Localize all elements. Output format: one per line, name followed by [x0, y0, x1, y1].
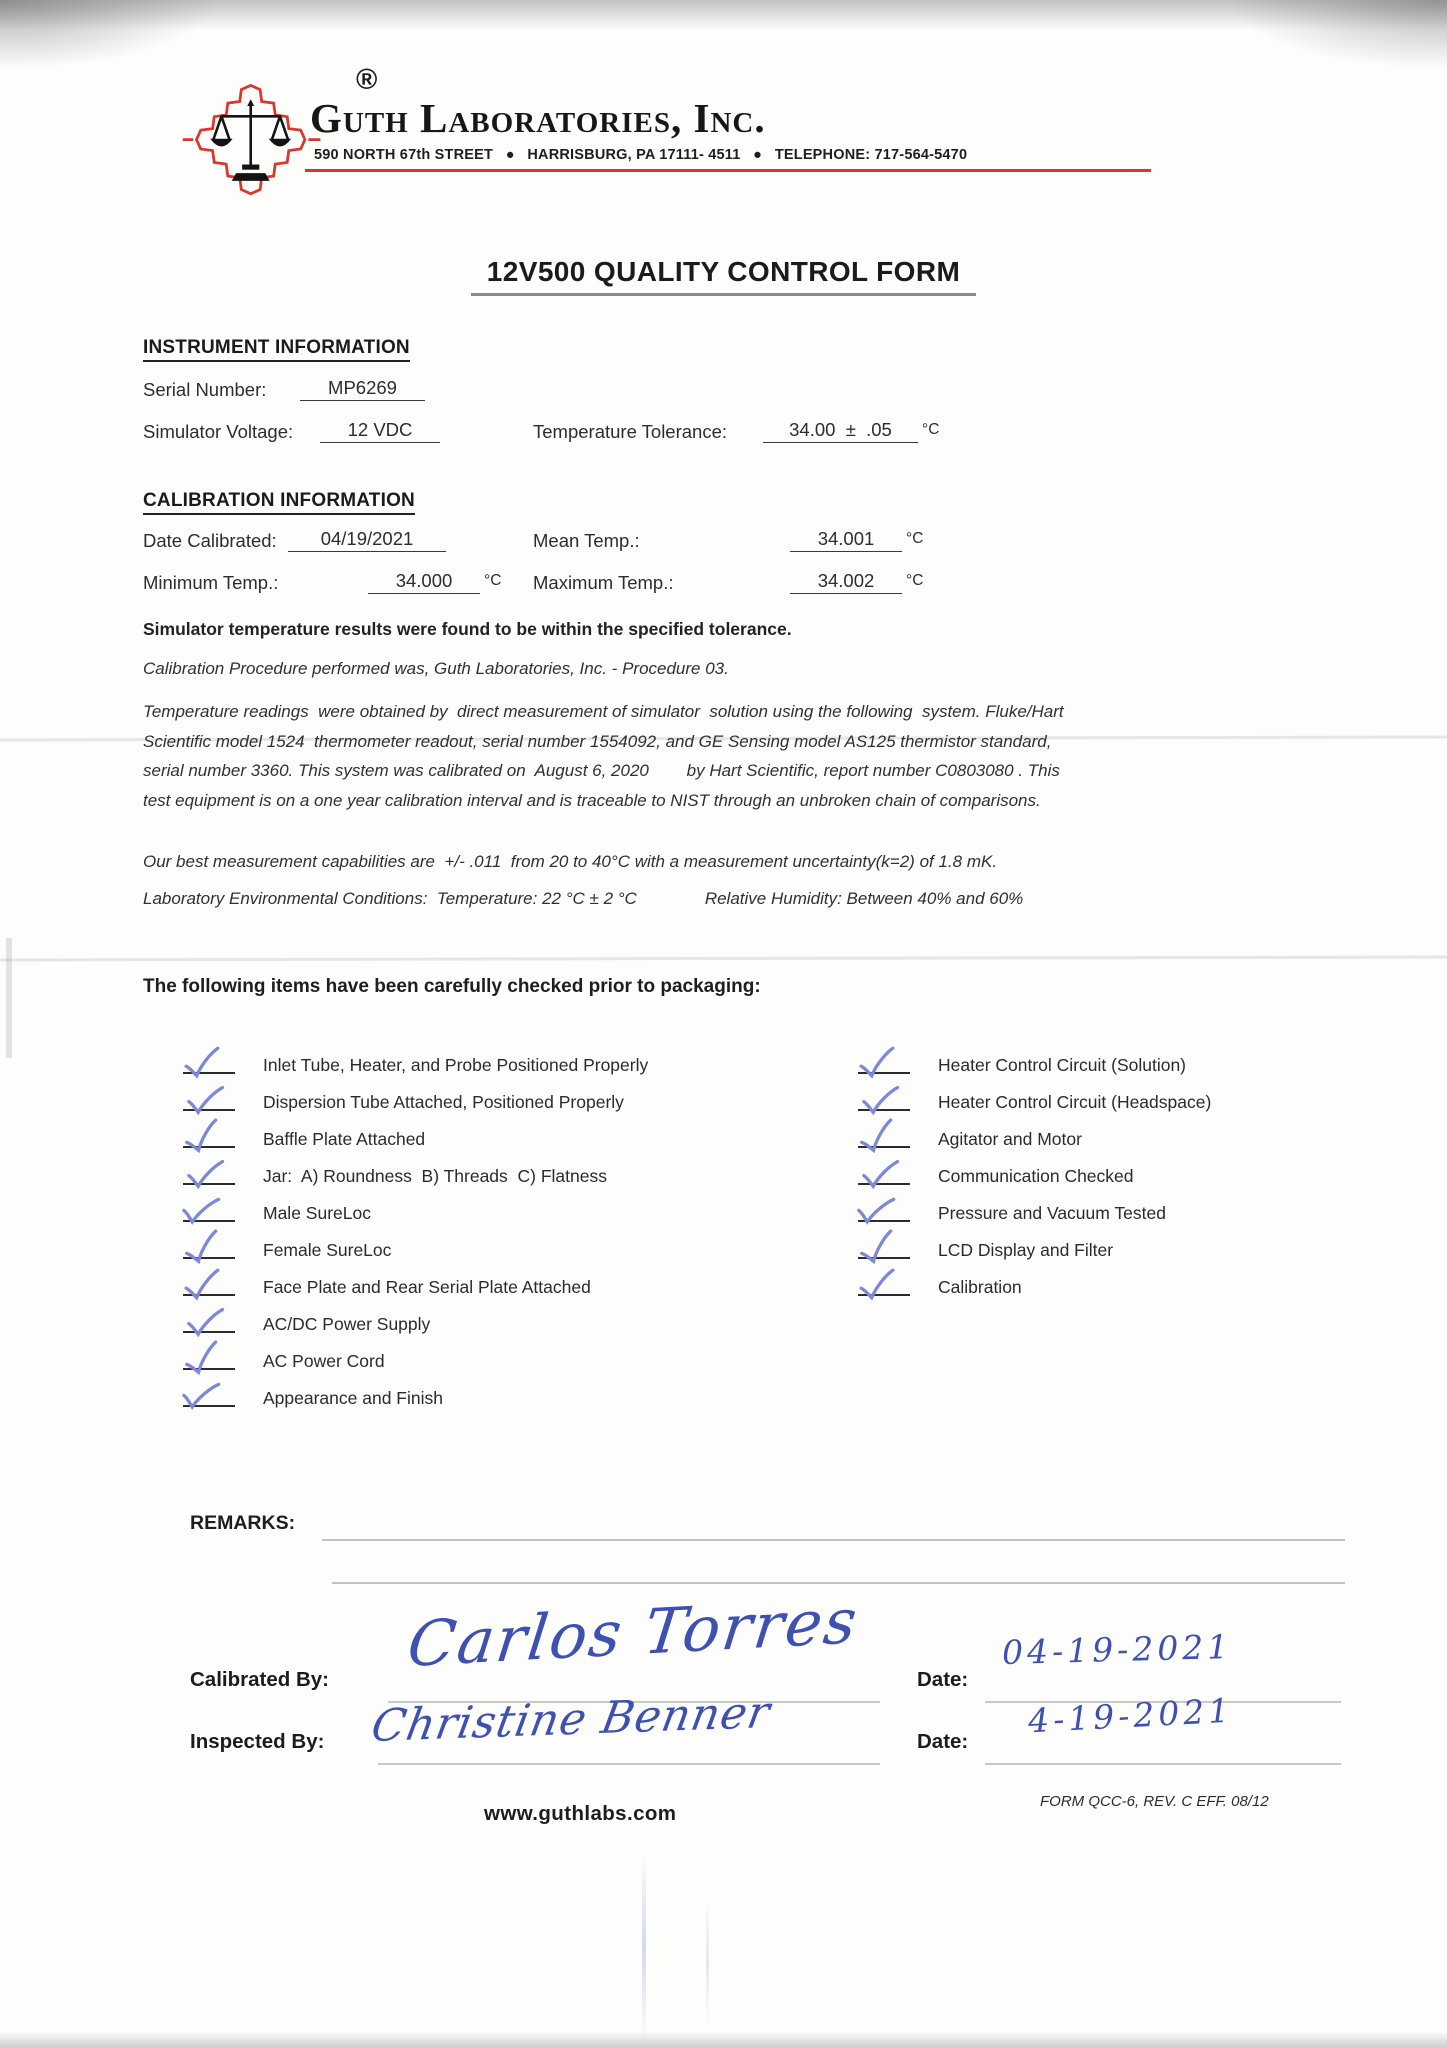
checklist-item: Face Plate and Rear Serial Plate Attached — [183, 1264, 648, 1301]
maximum-temp-text: 34.002 — [790, 570, 902, 594]
simulator-voltage-value — [320, 419, 440, 443]
checkbox-line — [183, 1311, 235, 1333]
temperature-tolerance-unit: °C — [922, 421, 940, 438]
company-name: Guth Laboratories, Inc. — [310, 95, 766, 141]
checkmark-icon — [182, 1230, 222, 1267]
mean-temp-label: Mean Temp.: — [533, 530, 640, 551]
document-title-row — [0, 256, 1447, 296]
checklist-left-column — [183, 1042, 648, 1412]
capabilities-statement: Our best measurement capabilities are +/- .011 from 20 to 40°C with a measurement uncertainty(k=2) of 1.8 mK. — [143, 852, 998, 871]
checklist-heading: The following items have been carefully checked prior to packaging: — [143, 976, 761, 997]
checkmark-icon — [857, 1230, 897, 1267]
checkbox-line — [183, 1200, 235, 1222]
minimum-temp-text: 34.000 — [368, 570, 480, 594]
mean-temp-value — [790, 528, 923, 552]
checkbox-line — [858, 1237, 910, 1259]
checklist-right-column — [858, 1042, 1211, 1301]
checklist-item: Heater Control Circuit (Headspace) — [858, 1079, 1211, 1116]
checklist-item: Dispersion Tube Attached, Positioned Properly — [183, 1079, 648, 1116]
environment-statement-row — [143, 889, 1023, 909]
website-url: www.guthlabs.com — [484, 1802, 677, 1825]
checkmark-icon — [179, 1191, 221, 1230]
checkbox-line — [858, 1274, 910, 1296]
minimum-temp-unit: °C — [484, 572, 502, 589]
scanner-corner-shadow-left — [0, 0, 220, 70]
temperature-tolerance-text: 34.00 ± .05 — [763, 419, 918, 443]
inspected-by-label: Inspected By: — [190, 1730, 325, 1753]
temperature-tolerance-label: Temperature Tolerance: — [533, 421, 728, 442]
checkbox-line — [183, 1089, 235, 1111]
inspected-by-signature: Christine Benner — [367, 1686, 775, 1753]
checklist-item: AC Power Cord — [183, 1338, 648, 1375]
balance-scale-logo-icon — [181, 72, 323, 208]
remarks-label: REMARKS: — [190, 1512, 296, 1534]
letterhead-divider-rule — [305, 169, 1151, 172]
checklist-item: Heater Control Circuit (Solution) — [858, 1042, 1211, 1079]
inspected-date-label: Date: — [917, 1730, 969, 1753]
mean-temp-unit: °C — [906, 530, 924, 547]
checkmark-icon — [857, 1119, 897, 1156]
serial-number-label: Serial Number: — [143, 379, 267, 400]
checklist-item: Baffle Plate Attached — [183, 1116, 648, 1153]
scan-edge-smudge — [6, 938, 12, 1058]
maximum-temp-value — [790, 570, 923, 594]
checklist-item: Appearance and Finish — [183, 1375, 648, 1412]
checkmark-icon — [179, 1376, 221, 1415]
checkbox-line — [858, 1200, 910, 1222]
mean-temp-text: 34.001 — [790, 528, 902, 552]
checkmark-icon — [182, 1119, 222, 1156]
checkbox-line — [858, 1052, 910, 1074]
section-heading-calibration: CALIBRATION INFORMATION — [143, 490, 415, 515]
date-calibrated-label: Date Calibrated: — [143, 530, 277, 551]
scanner-edge-shadow-bottom — [0, 2031, 1447, 2047]
checkmark-icon — [182, 1341, 222, 1378]
checkmark-icon — [185, 1304, 225, 1340]
checklist-item: LCD Display and Filter — [858, 1227, 1211, 1264]
checklist-item: Jar: A) Roundness B) Threads C) Flatness — [183, 1153, 648, 1190]
checkbox-line — [183, 1052, 235, 1074]
checkbox-line — [858, 1126, 910, 1148]
serial-number-text: MP6269 — [300, 377, 425, 401]
calibrated-date-label: Date: — [917, 1668, 969, 1691]
calibrated-by-label: Calibrated By: — [190, 1668, 329, 1691]
minimum-temp-label: Minimum Temp.: — [143, 572, 279, 593]
checklist-item: Male SureLoc — [183, 1190, 648, 1227]
company-address: 590 NORTH 67th STREET ● HARRISBURG, PA 17111- 4511 ● TELEPHONE: 717-564-5470 — [314, 147, 968, 163]
checklist-item: Communication Checked — [858, 1153, 1211, 1190]
checklist-item: Pressure and Vacuum Tested — [858, 1190, 1211, 1227]
maximum-temp-unit: °C — [906, 572, 924, 589]
checkmark-icon — [184, 1047, 220, 1079]
checklist-item: Calibration — [858, 1264, 1211, 1301]
checkbox-line — [183, 1348, 235, 1370]
date-calibrated-value — [288, 528, 446, 552]
inspected-by-signature-line — [378, 1763, 880, 1765]
checkmark-icon — [859, 1047, 895, 1079]
checkmark-icon — [859, 1269, 895, 1301]
checklist-item: Agitator and Motor — [858, 1116, 1211, 1153]
checkmark-icon — [860, 1082, 900, 1118]
checkmark-icon — [185, 1082, 225, 1118]
checkbox-line — [183, 1237, 235, 1259]
section-heading-instrument: INSTRUMENT INFORMATION — [143, 337, 410, 362]
maximum-temp-label: Maximum Temp.: — [533, 572, 674, 593]
simulator-voltage-text: 12 VDC — [320, 419, 440, 443]
page-title: 12V500 QUALITY CONTROL FORM — [471, 256, 976, 296]
checkmark-icon — [860, 1156, 900, 1192]
checklist-item: Inlet Tube, Heater, and Probe Positioned Properly — [183, 1042, 648, 1079]
calibrated-by-signature: Carlos Torres — [403, 1583, 863, 1682]
calibrated-date-handwritten: 04-19-2021 — [1001, 1626, 1233, 1673]
registered-trademark-icon: ® — [356, 64, 378, 96]
procedure-statement: Calibration Procedure performed was, Guth Laboratories, Inc. - Procedure 03. — [143, 659, 729, 678]
checklist-item: AC/DC Power Supply — [183, 1301, 648, 1338]
checkbox-line — [183, 1163, 235, 1185]
date-calibrated-text: 04/19/2021 — [288, 528, 446, 552]
tolerance-result-statement: Simulator temperature results were found to be within the specified tolerance. — [143, 619, 792, 639]
inspected-date-line — [985, 1763, 1341, 1765]
inspected-date-handwritten: 4-19-2021 — [1027, 1690, 1235, 1741]
checkbox-line — [858, 1163, 910, 1185]
remarks-blank-line — [322, 1539, 1345, 1541]
scan-ink-streak — [706, 1898, 709, 2028]
scan-ink-streak — [642, 1852, 646, 2042]
checkmark-icon — [185, 1156, 225, 1192]
remarks-blank-line — [332, 1582, 1345, 1584]
checklist-item: Female SureLoc — [183, 1227, 648, 1264]
temperature-tolerance-value — [763, 419, 939, 443]
relative-humidity: Relative Humidity: Between 40% and 60% — [704, 889, 1024, 908]
simulator-voltage-label: Simulator Voltage: — [143, 421, 294, 442]
form-reference-number: FORM QCC-6, REV. C EFF. 08/12 — [1040, 1793, 1269, 1810]
checkbox-line — [858, 1089, 910, 1111]
scan-crease-line — [0, 955, 1447, 961]
checkbox-line — [183, 1126, 235, 1148]
minimum-temp-value — [368, 570, 501, 594]
checkbox-line — [183, 1274, 235, 1296]
checkmark-icon — [184, 1269, 220, 1301]
measurement-system-statement: Temperature readings were obtained by direct measurement of simulator solution using the following system. Fluke/Hart Scientific model 1524 thermometer readout, serial number 1554092, and GE Sensing model AS125 thermistor standard, serial number 3360. This system was calibrated on August 6, 2020 by Hart Scientific, report number C0803080 . This test equipment is on a one year calibration interval and is traceable to NIST through an unbroken chain of comparisons. — [143, 702, 1069, 810]
checkbox-line — [183, 1385, 235, 1407]
environment-conditions: Laboratory Environmental Conditions: Temperature: 22 °C ± 2 °C — [143, 889, 637, 908]
checkmark-icon — [854, 1191, 896, 1230]
scanner-corner-shadow-right — [1227, 0, 1447, 70]
serial-number-value — [300, 377, 425, 401]
